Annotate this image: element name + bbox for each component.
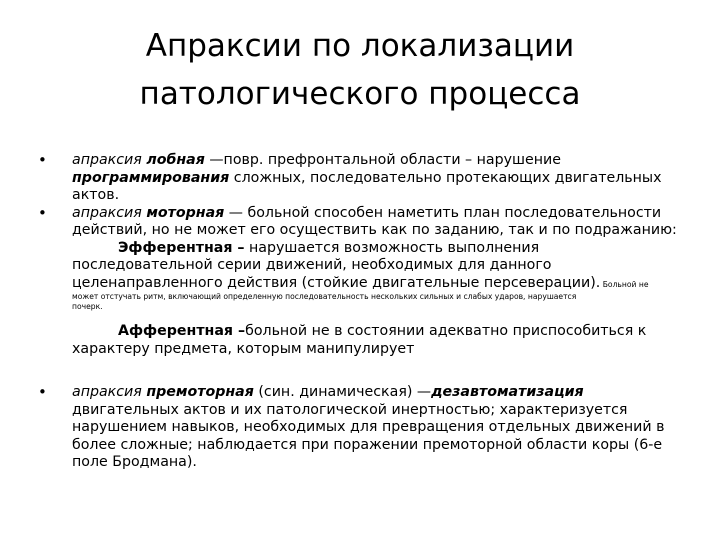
item-text: сложных, последовательно протекающих двигательных xyxy=(229,169,662,186)
item-text: —повр. префронтальной области – нарушение xyxy=(204,152,561,168)
efferent-line xyxy=(72,240,688,258)
list-item-premotor xyxy=(38,384,688,472)
title-line-2: патологического процесса xyxy=(139,76,581,112)
efferent-heading: Эфферентная – xyxy=(118,239,245,256)
list-item-frontal xyxy=(38,152,688,205)
item-line: более сложные; наблюдается при поражении премоторной области коры (6-е xyxy=(72,436,663,453)
item-text: — больной способен наметить план последовательности xyxy=(224,204,662,221)
term-text: апраксия премоторная xyxy=(72,384,254,400)
item-text: (син. динамическая) — xyxy=(253,384,432,400)
item-line: актов. xyxy=(72,187,120,203)
item-line xyxy=(72,152,688,170)
item-line xyxy=(72,275,688,293)
bullet-list xyxy=(38,152,688,472)
emphasis-text: программирования xyxy=(72,169,230,186)
item-line: двигательных актов и их патологической инертностью; характеризуется xyxy=(72,401,628,418)
bullet-icon: • xyxy=(38,383,47,401)
small-note-line: может отстучать ритм, включающий определенную последовательность нескольких сильных и слабых ударов, нарушается xyxy=(72,292,577,301)
item-text: нарушается возможность выполнения xyxy=(244,239,540,256)
emphasis-text: дезавтоматизация xyxy=(431,384,584,400)
item-text: больной не в состоянии адекватно приспособиться к xyxy=(245,323,647,339)
afferent-line xyxy=(72,323,688,341)
small-note-text: Больной не xyxy=(600,279,649,289)
small-note-line: почерк. xyxy=(72,302,103,311)
item-line xyxy=(72,170,688,188)
item-line: последовательной серии движений, необходимых для данного xyxy=(72,257,552,273)
bullet-icon: • xyxy=(38,151,47,169)
slide-title xyxy=(0,22,720,118)
afferent-heading: Афферентная – xyxy=(118,323,246,339)
list-item-motor xyxy=(38,205,688,359)
item-line: нарушением навыков, необходимых для превращения отдельных движений в xyxy=(72,419,665,435)
item-line: поле Бродмана). xyxy=(72,454,197,470)
item-line xyxy=(72,384,688,402)
item-line: характеру предмета, которым манипулирует xyxy=(72,340,415,357)
bullet-icon: • xyxy=(38,203,47,222)
item-line xyxy=(72,205,688,223)
term-text: апраксия моторная xyxy=(72,204,225,221)
item-line: действий, но не может его осуществить как по заданию, так и по подражанию: xyxy=(72,222,677,238)
term-text: апраксия лобная xyxy=(72,152,205,168)
title-line-1: Апраксии по локализации xyxy=(145,28,575,64)
item-text: целенаправленного действия (стойкие двигательные персеверации). xyxy=(72,274,601,291)
